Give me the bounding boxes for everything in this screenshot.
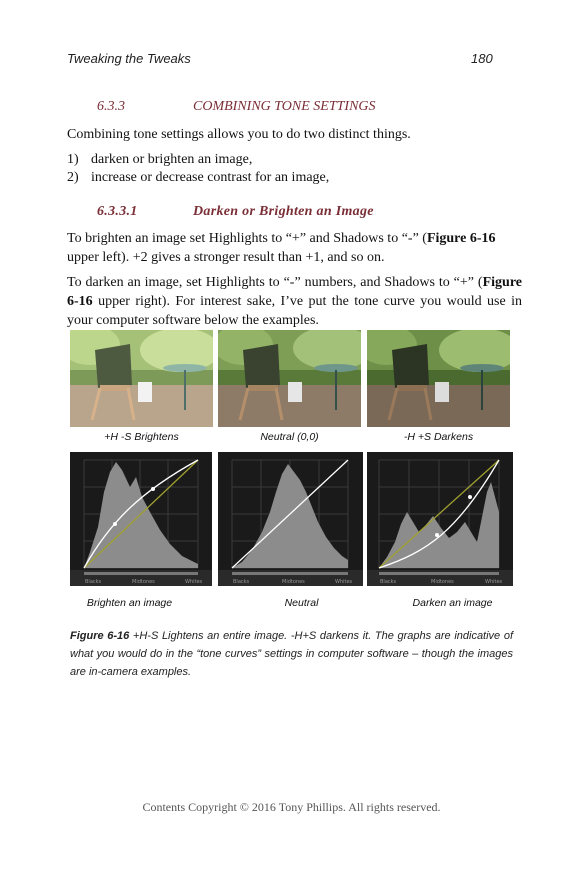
photo-brightened [70,330,213,427]
axis-label-whites: Whites [335,579,353,585]
list-item-number: 1) [67,152,79,167]
photo-label-darken: -H +S Darkens [403,431,474,443]
photo-darkened [367,330,510,427]
brighten-paragraph: To brighten an image set Highlights to “+” and Shadows to “-” (Figure 6-16 upper left). +2 gives a stronger result than +1, and so on. [67,231,496,265]
list-item [67,151,522,169]
list-item-text: increase or decrease contrast for an image, [91,170,330,185]
axis-label-whites: Whites [485,579,503,585]
graph-label-neutral: Neutral [284,597,319,609]
axis-label-blacks: Blacks [85,579,102,585]
axis-label-midtones: Midtones [282,579,305,585]
axis-label-blacks: Blacks [233,579,250,585]
darken-paragraph: To darken an image, set Highlights to “-” numbers, and Shadows to “+” (Figure 6-16 upper right). For interest sake, I’ve put the tone curve you would use in your computer software below the examples. [67,275,522,328]
figure-reference: Figure 6-16 [426,231,496,246]
section-number: 6.3.3 [97,99,125,114]
axis-label-whites: Whites [185,579,203,585]
axis-label-midtones: Midtones [132,579,155,585]
caption-text: +H-S Lightens an entire image. -H+S darkens it. The graphs are indicative of what you would do in the “tone curves” settings in computer software – though the images are in-camera examples. [70,630,514,678]
caption-label: Figure 6-16 [70,630,130,642]
photo-label-brighten: +H -S Brightens [104,431,179,443]
section-title: COMBINING TONE SETTINGS [193,99,376,114]
graph-label-brighten: Brighten an image [86,597,173,609]
figure-reference: Figure 6-16 [67,275,522,309]
copyright-footer: Contents Copyright © 2016 Tony Phillips. All rights reserved. [142,800,441,814]
list-item-text: darken or brighten an image, [91,152,253,167]
intro-paragraph: Combining tone settings allows you to do two distinct things. [67,127,411,142]
numbered-list [67,151,522,187]
axis-label-midtones: Midtones [431,579,454,585]
graph-label-darken: Darken an image [412,597,493,609]
page-number: 180 [471,51,493,66]
axis-label-blacks: Blacks [380,579,397,585]
tone-curve-neutral [218,452,360,586]
photo-neutral [218,330,361,427]
figure-caption [70,627,513,681]
running-header-title: Tweaking the Tweaks [67,51,191,66]
tone-curve-brighten [70,452,212,586]
tone-curve-darken [367,452,509,586]
photo-label-neutral: Neutral (0,0) [260,431,319,443]
list-item-number: 2) [67,170,79,185]
subsection-title: Darken or Brighten an Image [193,204,374,219]
list-item [67,169,522,187]
subsection-number: 6.3.3.1 [97,204,138,219]
